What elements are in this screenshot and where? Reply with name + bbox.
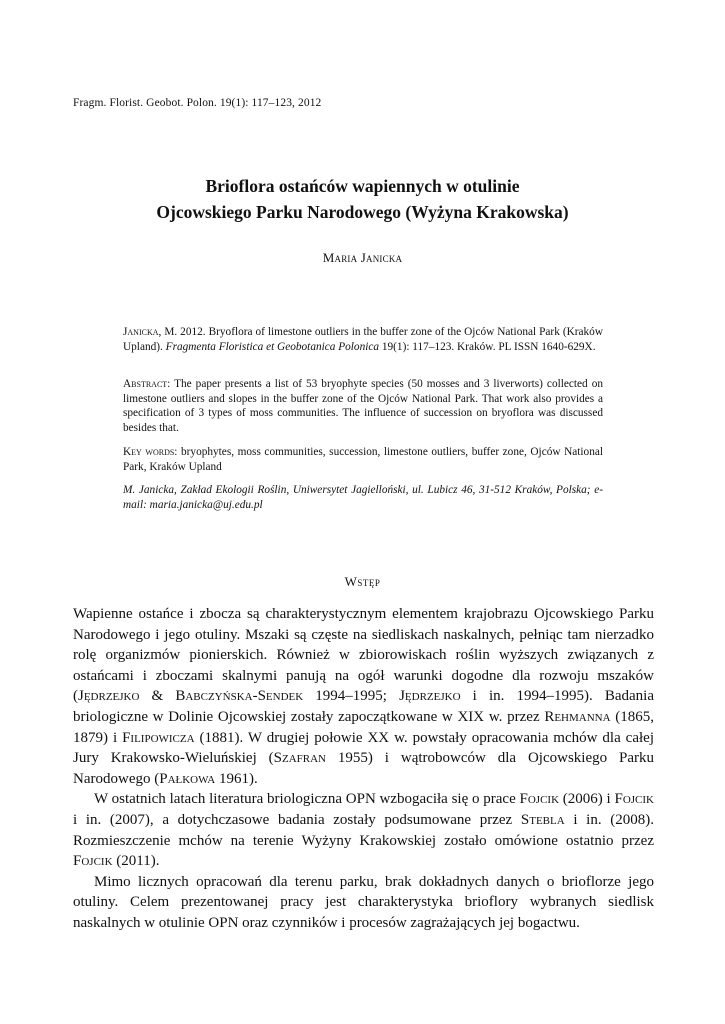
keywords-text: : bryophytes, moss communities, succession, limestone outliers, buffer zone, Ojców National Park, Kraków Upland — [123, 446, 603, 473]
citation-name: Fojcik — [73, 853, 113, 870]
paragraph-1 — [73, 604, 654, 789]
title-line-2: Ojcowskiego Parku Narodowego (Wyżyna Krakowska) — [156, 202, 569, 222]
citation-name: Stebla — [520, 811, 565, 828]
citation-name: Filipowicza — [122, 729, 195, 746]
citation-name: Fojcik — [519, 791, 560, 808]
paragraph-text: W ostatnich latach literatura briologiczna OPN wzbogaciła się o prace — [94, 791, 520, 808]
paragraph-3: Mimo licznych opracowań dla terenu parku, brak dokładnych danych o brioflorze jego otuliny. Celem prezentowanej pracy jest charakterystyka brioflory wybranych siedlisk naskalnych w otulinie OPN oraz czynników i procesów zagrażających jej bogactwu. — [73, 873, 654, 931]
citation-name: Pałkowa — [159, 770, 216, 787]
keywords — [123, 445, 603, 474]
keywords-label: Key words — [123, 446, 175, 458]
journal-reference: Fragm. Florist. Geobot. Polon. 19(1): 117–123, 2012 — [73, 97, 322, 109]
author-address: M. Janicka, Zakład Ekologii Roślin, Uniwersytet Jagielloński, ul. Lubicz 46, 31-512 Kraków, Polska; e-mail: maria.janicka@uj.edu.pl — [123, 484, 603, 511]
author-name: Maria Janicka — [322, 250, 403, 265]
paragraph-text: (2011). — [112, 853, 160, 870]
paragraph-text: i in. 1994–1995). Badania briologiczne w Dolinie Ojcowskiej zostały zapoczątkowane w XIX w. przez — [73, 688, 654, 725]
paragraph-text: 1961). — [215, 770, 258, 787]
citation-author: Janicka — [123, 326, 159, 338]
paragraph-text: i in. (2008). Rozmieszczenie mchów na terenie Wyżyny Krakowskiej zostało omówione ostatnio przez — [73, 811, 655, 849]
paragraph-text: 1994–1995; — [303, 688, 400, 705]
citation-name: Rehmanna — [544, 708, 611, 725]
citation-name: Jędrzejko & Babczyńska-Sendek — [78, 688, 304, 705]
paragraph-2 — [73, 789, 654, 871]
body-text — [73, 604, 654, 934]
citation-text-2: 19(1): 117–123. Kraków. PL ISSN 1640-629X. — [379, 340, 596, 353]
paragraph-text: Wapienne ostańce i zbocza są charakterystycznym elementem krajobrazu Ojcowskiego Parku Narodowego i jego otuliny. Mszaki są częste na siedliskach naskalnych, pełniąc tam nierzadko rolę organizmów pionierskich. Również w zbiorowiskach roślin wyższych związanych z ostańcami i zboczami skalnymi panują na ogół warunki dogodne dla rozwoju mszaków ( — [73, 606, 654, 705]
citation-text: , M. 2012. Bryoflora of limestone outliers in the buffer zone of the Ojców National Park (Kraków Upland). — [123, 326, 603, 353]
abstract-label: Abstract — [123, 378, 168, 390]
section-heading: Wstęp — [344, 574, 381, 589]
citation-name: Fojcik — [614, 791, 654, 808]
title-line-1: Brioflora ostańców wapiennych w otulinie — [205, 176, 520, 196]
citation-journal: Fragmenta Floristica et Geobotanica Polonica — [165, 340, 380, 353]
citation — [123, 325, 603, 354]
paragraph-text: 1955) i wątrobowców dla Ojcowskiego Parku Narodowego ( — [73, 750, 654, 787]
paragraph-text: (2006) i — [559, 791, 615, 808]
citation-name: Jędrzejko — [399, 688, 461, 705]
paragraph-text: i in. (2007), a dotychczasowe badania zostały podsumowane przez — [73, 811, 521, 828]
paragraph-text: (1881). W drugiej połowie XX w. powstały opracowania mchów dla całej Jury Krakowsko-Wieluńskiej ( — [73, 729, 654, 767]
abstract-text: : The paper presents a list of 53 bryophyte species (50 mosses and 3 liverworts) collected on limestone outliers and slopes in the buffer zone of the Ojców National Park. That work also provides a specification of 3 types of moss communities. The influence of succession on bryoflora was discussed besides that. — [123, 378, 603, 435]
abstract — [123, 377, 603, 436]
paragraph-text: (1865, 1879) i — [73, 708, 654, 746]
article-title — [60, 173, 665, 225]
citation-name: Szafran — [273, 750, 327, 767]
